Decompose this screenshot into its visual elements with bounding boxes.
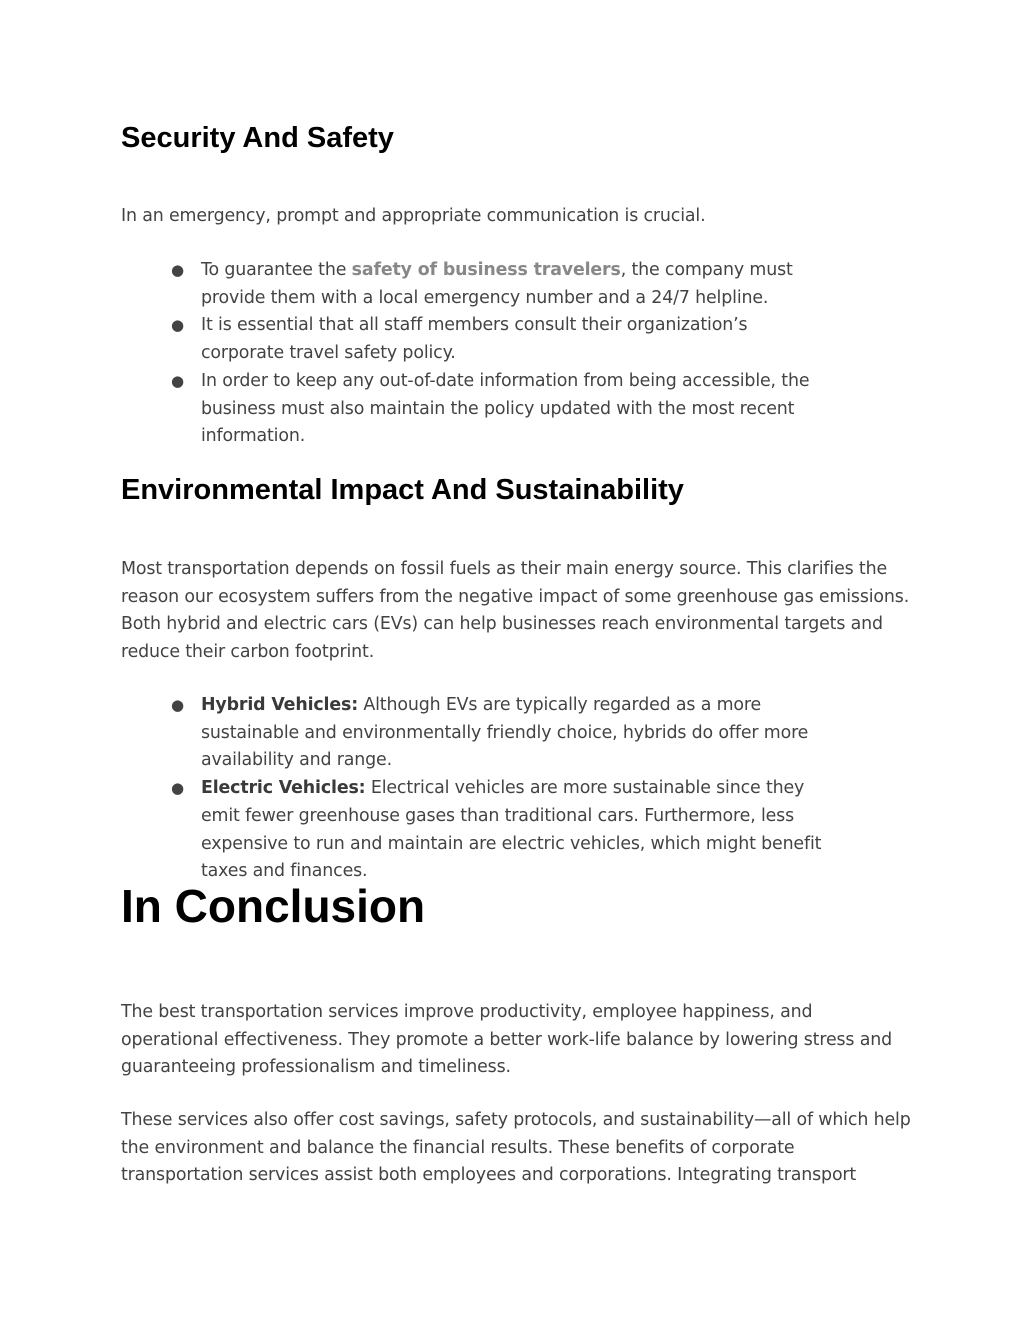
bullet-text: , the company must provide them with a local emergency number and a 24/7 helpline.: [201, 260, 793, 308]
bullet-text: Although EVs are typically regarded as a more sustainable and environmentally friendly choice, hybrids do offer more availability and range.: [201, 695, 809, 771]
bullet-term: Electric Vehicles:: [201, 778, 366, 799]
list-item: [121, 312, 831, 367]
conclusion-paragraph-2: These services also offer cost savings, safety protocols, and sustainability—all of which help the environment and balance the financial results. These benefits of corporate transportation services assist both employees and corporations. Integrating transport: [121, 1110, 911, 1186]
bullet-term: Hybrid Vehicles:: [201, 695, 358, 715]
bullet-text: In order to keep any out-of-date information from being accessible, the business must also maintain the policy updated with the most recent information.: [201, 370, 810, 447]
bullet-icon: ●: [171, 261, 184, 279]
bullet-text: Electrical vehicles are more sustainable since they emit fewer greenhouse gases than traditional cars. Furthermore, less expensive to run and maintain are electric vehicles, which might benefit taxes and finances.: [201, 778, 822, 882]
bullet-icon: ●: [171, 779, 184, 798]
section-heading-environmental: Environmental Impact And Sustainability: [121, 474, 684, 506]
safety-travelers-link[interactable]: safety of business travelers: [351, 260, 621, 280]
list-item: [121, 257, 831, 312]
environmental-bullet-list: [121, 692, 831, 886]
section-heading-conclusion: In Conclusion: [121, 880, 426, 932]
environmental-intro-paragraph: Most transportation depends on fossil fuels as their main energy source. This clarifies the reason our ecosystem suffers from the negative impact of some greenhouse gas emissions. Both hybrid and electric cars (EVs) can help businesses reach environmental targets and reduce their carbon footprint.: [121, 559, 910, 663]
bullet-icon: ●: [171, 696, 184, 714]
bullet-text: It is essential that all staff members consult their organization’s corporate travel safety policy.: [201, 315, 748, 364]
bullet-icon: ●: [171, 371, 184, 390]
bullet-icon: ●: [171, 316, 184, 335]
list-item: [121, 775, 831, 886]
security-bullet-list: [121, 257, 831, 451]
section-heading-security: Security And Safety: [121, 122, 394, 154]
security-intro-paragraph: In an emergency, prompt and appropriate communication is crucial.: [121, 206, 706, 226]
list-item: [121, 368, 831, 451]
list-item: [121, 692, 831, 775]
conclusion-paragraph-1: The best transportation services improve productivity, employee happiness, and operational effectiveness. They promote a better work-life balance by lowering stress and guaranteeing professionalism and timeliness.: [121, 1002, 892, 1078]
bullet-text: To guarantee the: [201, 260, 352, 280]
